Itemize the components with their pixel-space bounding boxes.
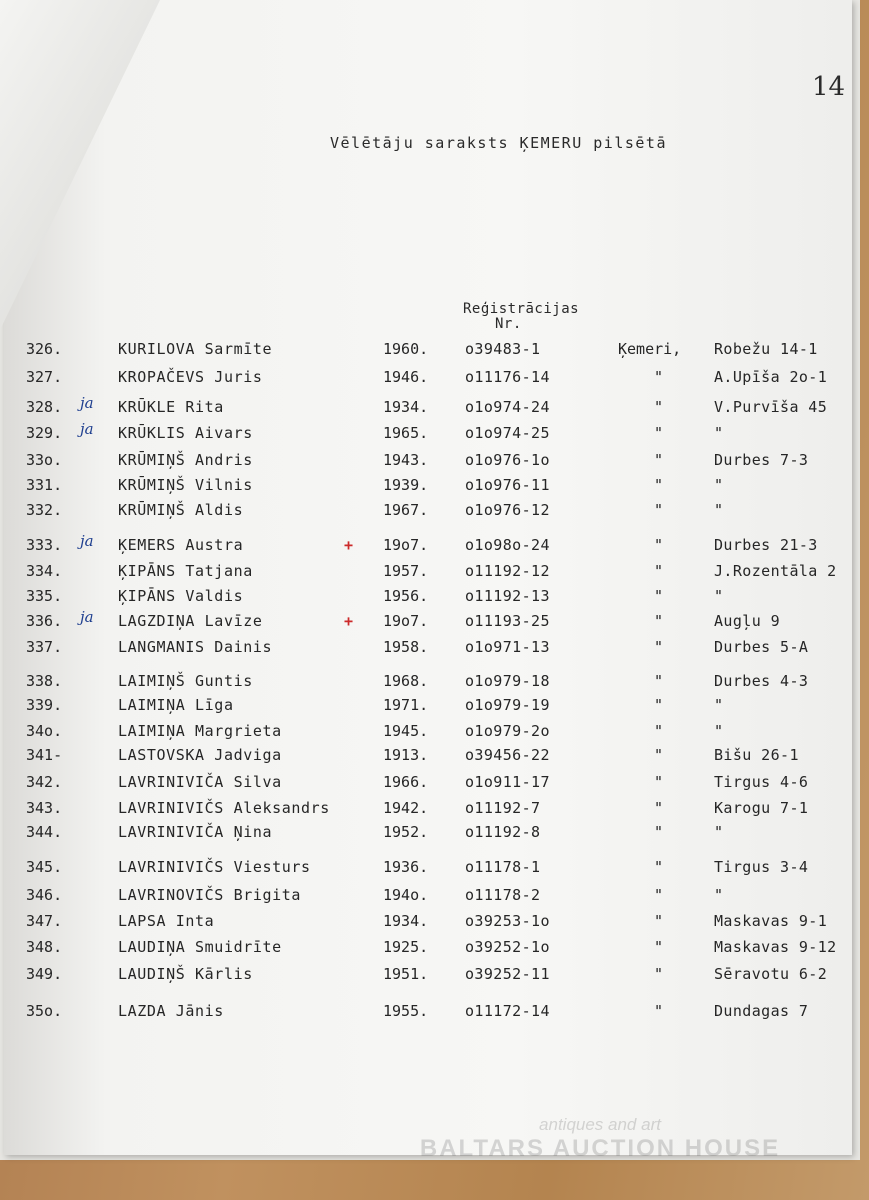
registration-number: o1o976-11 xyxy=(465,476,550,494)
birth-year: 1952. xyxy=(383,823,429,841)
watermark-line-2: BALTARS AUCTION HOUSE xyxy=(419,1135,781,1162)
birth-year: 1946. xyxy=(383,368,429,386)
birth-year: 19o7. xyxy=(383,536,429,554)
deceased-cross-mark: + xyxy=(344,536,354,554)
city: " xyxy=(654,368,664,386)
city: " xyxy=(654,638,664,656)
city: " xyxy=(654,886,664,904)
voter-row xyxy=(0,476,869,498)
city: " xyxy=(654,965,664,983)
address: " xyxy=(714,823,724,841)
birth-year: 1942. xyxy=(383,799,429,817)
voter-row xyxy=(0,368,869,390)
city: " xyxy=(654,536,664,554)
row-number: 326. xyxy=(26,340,63,358)
address: Dundagas 7 xyxy=(714,1002,809,1020)
voter-name: LAIMIŅŠ Guntis xyxy=(118,672,253,690)
address: " xyxy=(714,722,724,740)
watermark-line-1: antiques and art xyxy=(539,1115,661,1134)
city: " xyxy=(654,799,664,817)
birth-year: 1960. xyxy=(383,340,429,358)
birth-year: 1945. xyxy=(383,722,429,740)
address: J.Rozentāla 2 xyxy=(714,562,837,580)
row-number: 34o. xyxy=(26,722,63,740)
city: " xyxy=(654,501,664,519)
row-number: 333. xyxy=(26,536,63,554)
city: " xyxy=(654,451,664,469)
address: Maskavas 9-12 xyxy=(714,938,837,956)
handwritten-mark: ja xyxy=(80,532,94,550)
voter-row xyxy=(0,773,869,795)
registration-number: o11192-7 xyxy=(465,799,541,817)
voter-row xyxy=(0,858,869,880)
address: Maskavas 9-1 xyxy=(714,912,828,930)
address: " xyxy=(714,696,724,714)
city: " xyxy=(654,612,664,630)
address: A.Upīša 2o-1 xyxy=(714,368,828,386)
address: " xyxy=(714,587,724,605)
address: Augļu 9 xyxy=(714,612,781,630)
row-number: 33o. xyxy=(26,451,63,469)
row-number: 342. xyxy=(26,773,63,791)
voter-row xyxy=(0,938,869,960)
row-number: 336. xyxy=(26,612,63,630)
row-number: 345. xyxy=(26,858,63,876)
registration-number: o1o98o-24 xyxy=(465,536,550,554)
row-number: 331. xyxy=(26,476,63,494)
voter-name: KURILOVA Sarmīte xyxy=(118,340,273,358)
row-number: 35o. xyxy=(26,1002,63,1020)
registration-number: o11178-1 xyxy=(465,858,541,876)
row-number: 334. xyxy=(26,562,63,580)
voter-row xyxy=(0,451,869,473)
birth-year: 1936. xyxy=(383,858,429,876)
city: " xyxy=(654,587,664,605)
voter-name: LAGZDIŅA Lavīze xyxy=(118,612,263,630)
document-title: Vēlētāju saraksts ĶEMERU pilsētā xyxy=(330,134,667,152)
voter-name: LAUDIŅA Smuidrīte xyxy=(118,938,282,956)
row-number: 348. xyxy=(26,938,63,956)
row-number: 337. xyxy=(26,638,63,656)
voter-name: LAVRINIVIČS Viesturs xyxy=(118,858,311,876)
voter-name: LASTOVSKA Jadviga xyxy=(118,746,282,764)
row-number: 341- xyxy=(26,746,63,764)
auction-watermark xyxy=(390,1115,810,1163)
address: " xyxy=(714,424,724,442)
voter-row xyxy=(0,823,869,845)
registration-header-line-1: Reģistrācijas xyxy=(463,301,580,317)
voter-row xyxy=(0,722,869,744)
voter-name: ĶIPĀNS Tatjana xyxy=(118,562,253,580)
voter-name: KROPAČEVS Juris xyxy=(118,368,263,386)
address: V.Purvīša 45 xyxy=(714,398,828,416)
voter-row xyxy=(0,965,869,987)
registration-number: o39252-11 xyxy=(465,965,550,983)
address: Durbes 7-3 xyxy=(714,451,809,469)
voter-name: LANGMANIS Dainis xyxy=(118,638,273,656)
voter-name: KRŪMIŅŠ Andris xyxy=(118,451,253,469)
voter-row xyxy=(0,562,869,584)
registration-number: o1o979-2o xyxy=(465,722,550,740)
row-number: 339. xyxy=(26,696,63,714)
page-number: 14 xyxy=(812,72,846,102)
birth-year: 1958. xyxy=(383,638,429,656)
voter-name: KRŪMIŅŠ Vilnis xyxy=(118,476,253,494)
city: " xyxy=(654,424,664,442)
registration-number: o11172-14 xyxy=(465,1002,550,1020)
address: Tirgus 3-4 xyxy=(714,858,809,876)
city: " xyxy=(654,912,664,930)
city: " xyxy=(654,398,664,416)
row-number: 327. xyxy=(26,368,63,386)
row-number: 349. xyxy=(26,965,63,983)
birth-year: 1925. xyxy=(383,938,429,956)
address: Durbes 4-3 xyxy=(714,672,809,690)
voter-row xyxy=(0,886,869,908)
city: " xyxy=(654,823,664,841)
registration-header-line-2: Nr. xyxy=(495,316,522,332)
registration-number: o11178-2 xyxy=(465,886,541,904)
voter-name: LAVRINIVIČA Ņina xyxy=(118,823,273,841)
voter-row xyxy=(0,501,869,523)
birth-year: 1971. xyxy=(383,696,429,714)
city: " xyxy=(654,562,664,580)
voter-name: ĶEMERS Austra xyxy=(118,536,244,554)
voter-row xyxy=(0,420,869,446)
city: " xyxy=(654,773,664,791)
address: Sēravotu 6-2 xyxy=(714,965,828,983)
voter-row xyxy=(0,1002,869,1024)
registration-number: o1o974-24 xyxy=(465,398,550,416)
handwritten-mark: ja xyxy=(80,394,94,412)
registration-number: o39253-1o xyxy=(465,912,550,930)
city: " xyxy=(654,746,664,764)
city: " xyxy=(654,476,664,494)
voter-name: KRŪMIŅŠ Aldis xyxy=(118,501,244,519)
registration-number: o1o976-12 xyxy=(465,501,550,519)
registration-number: o1o971-13 xyxy=(465,638,550,656)
registration-number: o1o979-18 xyxy=(465,672,550,690)
registration-number: o39483-1 xyxy=(465,340,541,358)
row-number: 332. xyxy=(26,501,63,519)
city: " xyxy=(654,1002,664,1020)
row-number: 338. xyxy=(26,672,63,690)
row-number: 347. xyxy=(26,912,63,930)
registration-column-header xyxy=(463,302,579,332)
city: " xyxy=(654,696,664,714)
registration-number: o39252-1o xyxy=(465,938,550,956)
voter-name: LAZDA Jānis xyxy=(118,1002,224,1020)
birth-year: 1956. xyxy=(383,587,429,605)
voter-row xyxy=(0,587,869,609)
birth-year: 1951. xyxy=(383,965,429,983)
voter-row xyxy=(0,746,869,768)
row-number: 335. xyxy=(26,587,63,605)
birth-year: 1939. xyxy=(383,476,429,494)
registration-number: o1o976-1o xyxy=(465,451,550,469)
voter-row xyxy=(0,799,869,821)
birth-year: 1955. xyxy=(383,1002,429,1020)
city: " xyxy=(654,938,664,956)
voter-row xyxy=(0,532,869,558)
voter-row xyxy=(0,394,869,420)
row-number: 344. xyxy=(26,823,63,841)
voter-row xyxy=(0,638,869,660)
address: " xyxy=(714,501,724,519)
voter-name: LAVRINOVIČS Brigita xyxy=(118,886,301,904)
address: Robežu 14-1 xyxy=(714,340,818,358)
birth-year: 1913. xyxy=(383,746,429,764)
birth-year: 1967. xyxy=(383,501,429,519)
registration-number: o11193-25 xyxy=(465,612,550,630)
city: Ķemeri, xyxy=(618,340,682,358)
birth-year: 1968. xyxy=(383,672,429,690)
voter-name: LAIMIŅA Līga xyxy=(118,696,234,714)
registration-number: o11192-13 xyxy=(465,587,550,605)
voter-name: LAUDIŅŠ Kārlis xyxy=(118,965,253,983)
voter-name: LAIMIŅA Margrieta xyxy=(118,722,282,740)
address: " xyxy=(714,476,724,494)
address: Karogu 7-1 xyxy=(714,799,809,817)
address: Tirgus 4-6 xyxy=(714,773,809,791)
registration-number: o1o979-19 xyxy=(465,696,550,714)
voter-row xyxy=(0,608,869,634)
registration-number: o39456-22 xyxy=(465,746,550,764)
address: " xyxy=(714,886,724,904)
voter-row xyxy=(0,340,869,362)
address: Durbes 5-A xyxy=(714,638,809,656)
address: Durbes 21-3 xyxy=(714,536,818,554)
birth-year: 1957. xyxy=(383,562,429,580)
handwritten-mark: ja xyxy=(80,420,94,438)
row-number: 346. xyxy=(26,886,63,904)
birth-year: 1943. xyxy=(383,451,429,469)
voter-name: LAVRINIVIČA Silva xyxy=(118,773,282,791)
voter-row xyxy=(0,912,869,934)
row-number: 329. xyxy=(26,424,63,442)
registration-number: o11192-12 xyxy=(465,562,550,580)
birth-year: 19o7. xyxy=(383,612,429,630)
birth-year: 1934. xyxy=(383,398,429,416)
registration-number: o11176-14 xyxy=(465,368,550,386)
birth-year: 194o. xyxy=(383,886,429,904)
city: " xyxy=(654,858,664,876)
birth-year: 1965. xyxy=(383,424,429,442)
city: " xyxy=(654,672,664,690)
address: Bišu 26-1 xyxy=(714,746,799,764)
city: " xyxy=(654,722,664,740)
handwritten-mark: ja xyxy=(80,608,94,626)
row-number: 343. xyxy=(26,799,63,817)
voter-name: LAVRINIVIČS Aleksandrs xyxy=(118,799,330,817)
birth-year: 1934. xyxy=(383,912,429,930)
voter-row xyxy=(0,672,869,694)
voter-row xyxy=(0,696,869,718)
registration-number: o1o974-25 xyxy=(465,424,550,442)
registration-number: o1o911-17 xyxy=(465,773,550,791)
row-number: 328. xyxy=(26,398,63,416)
birth-year: 1966. xyxy=(383,773,429,791)
voter-name: ĶIPĀNS Valdis xyxy=(118,587,244,605)
registration-number: o11192-8 xyxy=(465,823,541,841)
voter-name: KRŪKLIS Aivars xyxy=(118,424,253,442)
deceased-cross-mark: + xyxy=(344,612,354,630)
voter-name: LAPSA Inta xyxy=(118,912,215,930)
voter-name: KRŪKLE Rita xyxy=(118,398,224,416)
